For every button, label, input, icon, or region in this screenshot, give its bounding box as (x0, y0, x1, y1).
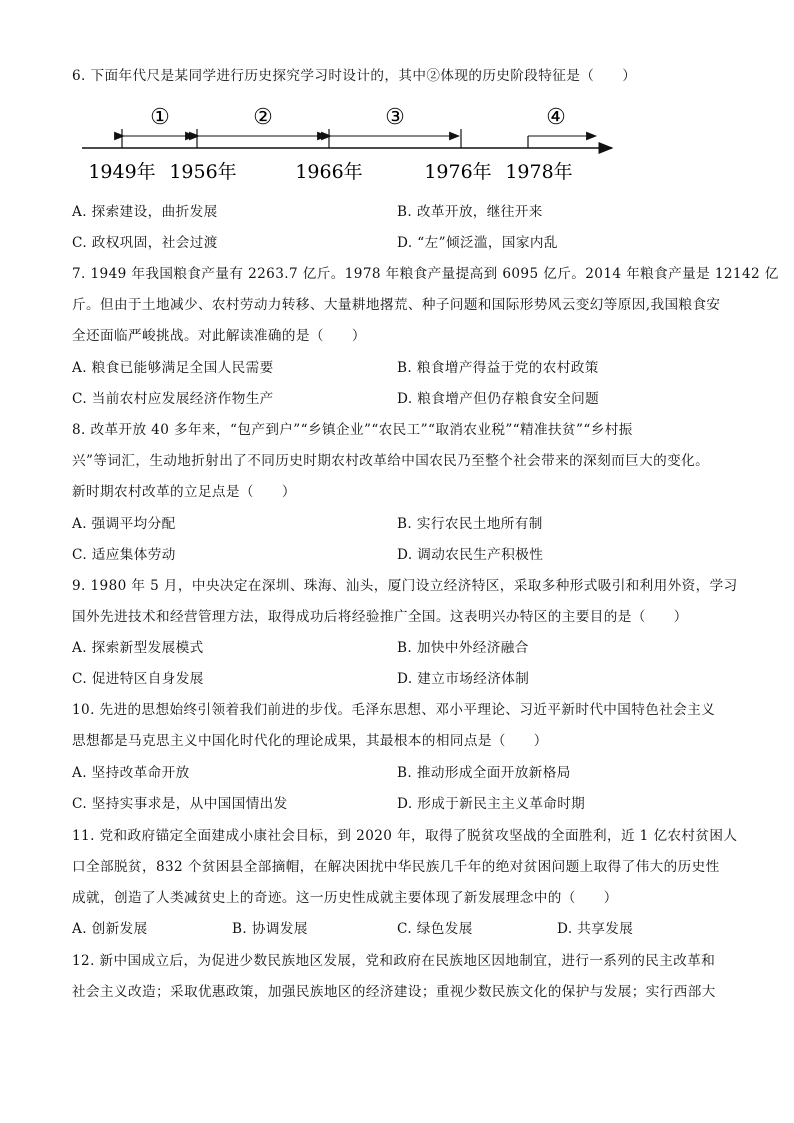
question-8-option-c[interactable]: C. 适应集体劳动 (72, 547, 176, 563)
question-10-option-d[interactable]: D. 形成于新民主主义革命时期 (397, 796, 586, 812)
year-label: 1966年 (295, 161, 363, 183)
question-7-option-d[interactable]: D. 粮食增产但仍存粮食安全问题 (397, 391, 600, 407)
question-6-option-b[interactable]: B. 改革开放，继往开来 (397, 204, 543, 220)
timeline-figure (72, 96, 632, 191)
question-8-stem: 8. 改革开放 40 多年来，“包产到户”“乡镇企业”“农民工”“取消农业税”“精准扶贫”“乡村振 (72, 422, 633, 438)
question-7-option-b[interactable]: B. 粮食增产得益于党的农村政策 (397, 360, 599, 376)
question-6-option-a[interactable]: A. 探索建设，曲折发展 (72, 204, 218, 220)
question-7-option-c[interactable]: C. 当前农村应发展经济作物生产 (72, 391, 274, 407)
question-10-option-a[interactable]: A. 坚持改革命开放 (72, 765, 190, 781)
year-label: 1956年 (169, 161, 237, 183)
question-8-stem: 兴”等词汇，生动地折射出了不同历史时期农村改革给中国农民乃至整个社会带来的深刻而巨大的变化。 (72, 453, 710, 469)
question-8-option-a[interactable]: A. 强调平均分配 (72, 516, 176, 532)
question-10-stem: 思想都是马克思主义中国化时代化的理论成果，其最根本的相同点是（ ） (72, 733, 548, 749)
question-10-option-c[interactable]: C. 坚持实事求是，从中国国情出发 (72, 796, 288, 812)
question-6-option-c[interactable]: C. 政权巩固，社会过渡 (72, 235, 218, 251)
question-9-option-b[interactable]: B. 加快中外经济融合 (397, 640, 529, 656)
question-6-option-d[interactable]: D. “左”倾泛滥，国家内乱 (397, 235, 558, 251)
question-8-option-d[interactable]: D. 调动农民生产积极性 (397, 547, 544, 563)
timeline-svg (72, 96, 632, 191)
year-label: 1949年 (88, 161, 156, 183)
question-9-option-a[interactable]: A. 探索新型发展模式 (72, 640, 204, 656)
question-7-option-a[interactable]: A. 粮食已能够满足全国人民需要 (72, 360, 274, 376)
segment-label: ④ (546, 105, 566, 130)
question-10-stem: 10. 先进的思想始终引领着我们前进的步伐。毛泽东思想、邓小平理论、习近平新时代中国特色社会主义 (72, 702, 716, 718)
year-label: 1976年 (424, 161, 492, 183)
question-11-option-d[interactable]: D. 共享发展 (557, 921, 634, 937)
segment-label: ③ (385, 105, 405, 130)
question-12-stem: 12. 新中国成立后，为促进少数民族地区发展，党和政府在民族地区因地制宜，进行一系列的民主改革和 (72, 953, 716, 969)
segment-label: ① (150, 105, 170, 130)
question-8-stem: 新时期农村改革的立足点是（ ） (72, 484, 296, 500)
question-11-stem: 成就，创造了人类减贫史上的奇迹。这一历史性成就主要体现了新发展理念中的（ ） (72, 890, 618, 906)
question-7-stem: 7. 1949 年我国粮食产量有 2263.7 亿斤。1978 年粮食产量提高到 6095 亿斤。2014 年粮食产量是 12142 亿 (72, 266, 779, 282)
question-9-stem: 9. 1980 年 5 月，中央决定在深圳、珠海、汕头，厦门设立经济特区，采取多种形式吸引和利用外资，学习 (72, 578, 738, 594)
question-11-option-c[interactable]: C. 绿色发展 (397, 921, 473, 937)
question-9-option-c[interactable]: C. 促进特区自身发展 (72, 671, 204, 687)
question-12-stem: 社会主义改造；采取优惠政策，加强民族地区的经济建设；重视少数民族文化的保护与发展；实行西部大 (72, 984, 716, 1000)
question-8-option-b[interactable]: B. 实行农民土地所有制 (397, 516, 543, 532)
question-9-stem: 国外先进技术和经营管理方法，取得成功后将经验推广全国。这表明兴办特区的主要目的是（ ） (72, 609, 688, 625)
question-11-stem: 口全部脱贫，832 个贫困县全部摘帽，在解决困扰中华民族几千年的绝对贫困问题上取得了伟大的历史性 (72, 859, 720, 875)
question-11-option-a[interactable]: A. 创新发展 (72, 921, 148, 937)
year-label: 1978年 (505, 161, 573, 183)
question-7-stem: 全还面临严峻挑战。对此解读准确的是（ ） (72, 328, 366, 344)
segment-label: ② (253, 105, 273, 130)
question-6-stem: 6. 下面年代尺是某同学进行历史探究学习时设计的，其中②体现的历史阶段特征是（ ） (72, 68, 637, 84)
question-9-option-d[interactable]: D. 建立市场经济体制 (397, 671, 530, 687)
question-11-option-b[interactable]: B. 协调发展 (232, 921, 308, 937)
question-11-stem: 11. 党和政府锚定全面建成小康社会目标，到 2020 年，取得了脱贫攻坚战的全面胜利，近 1 亿农村贫困人 (72, 828, 738, 844)
question-7-stem: 斤。但由于土地减少、农村劳动力转移、大量耕地撂荒、种子问题和国际形势风云变幻等原因,我国粮食安 (72, 297, 721, 313)
question-10-option-b[interactable]: B. 推动形成全面开放新格局 (397, 765, 571, 781)
